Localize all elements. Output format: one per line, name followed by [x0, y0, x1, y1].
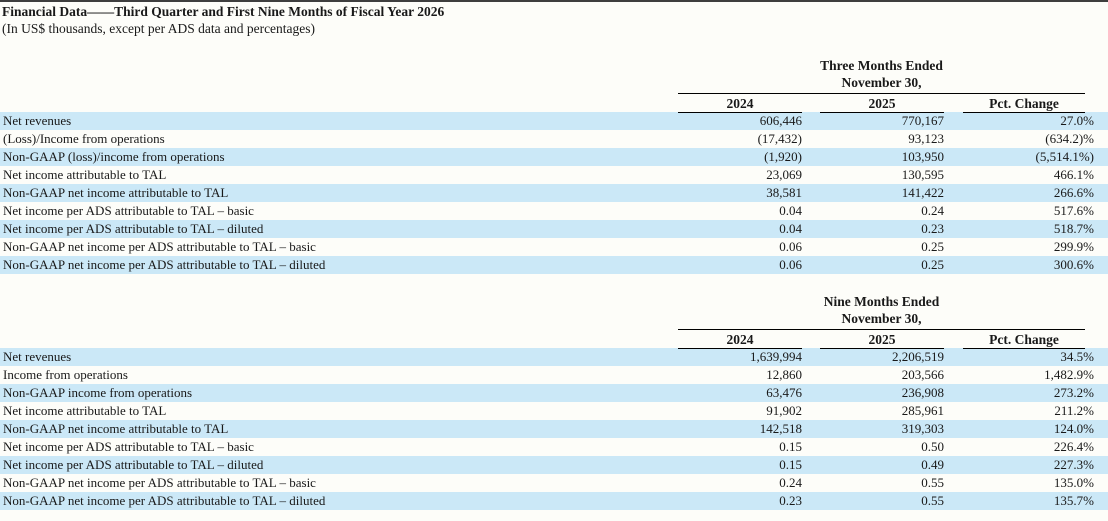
row-label: Net income per ADS attributable to TAL – diluted: [3, 221, 264, 236]
row-label: Non-GAAP income from operations: [3, 385, 193, 400]
row-label: Non-GAAP net income per ADS attributable to TAL – diluted: [3, 493, 326, 508]
value-2024: 0.04: [779, 203, 802, 218]
table-row: [0, 148, 1108, 166]
value-2024: 63,476: [766, 385, 802, 400]
column-header-pct-change: Pct. Change: [963, 331, 1085, 349]
nine-months-table: [0, 293, 1108, 510]
table-row: [0, 366, 1108, 384]
value-pct-change: 34.5%: [1060, 349, 1094, 364]
table-row: [0, 202, 1108, 220]
row-label: Non-GAAP net income per ADS attributable to TAL – diluted: [3, 257, 326, 272]
column-header-row: [0, 331, 1108, 348]
table-row: [0, 220, 1108, 238]
period-header-line2: November 30,: [678, 75, 1085, 94]
value-pct-change: 300.6%: [1053, 257, 1094, 272]
value-2025: 0.23: [921, 221, 944, 236]
value-2025: 285,961: [901, 403, 944, 418]
value-2025: 141,422: [901, 185, 944, 200]
value-2024: 0.23: [779, 493, 802, 508]
value-2025: 0.50: [921, 439, 944, 454]
value-2024: 0.24: [779, 475, 802, 490]
value-2024: 0.06: [779, 257, 802, 272]
column-header-pct-change: Pct. Change: [963, 95, 1085, 113]
row-label: Non-GAAP net income attributable to TAL: [3, 185, 229, 200]
column-header-2024: 2024: [678, 331, 802, 349]
value-pct-change: 227.3%: [1053, 457, 1094, 472]
value-2025: 93,123: [908, 131, 944, 146]
top-divider: [0, 0, 1108, 2]
table-row: [0, 130, 1108, 148]
table-row: [0, 184, 1108, 202]
row-label: Net revenues: [3, 113, 72, 128]
value-2025: 0.49: [921, 457, 944, 472]
three-months-rows: [0, 112, 1108, 274]
table-row: [0, 256, 1108, 274]
period-header-line1: Three Months Ended: [820, 58, 943, 73]
row-label: Non-GAAP net income per ADS attributable to TAL – basic: [3, 475, 316, 490]
value-2025: 0.55: [921, 493, 944, 508]
value-2024: 0.04: [779, 221, 802, 236]
value-pct-change: 273.2%: [1053, 385, 1094, 400]
page-subtitle: (In US$ thousands, except per ADS data and percentages): [2, 21, 316, 36]
value-pct-change: 226.4%: [1053, 439, 1094, 454]
value-2024: 38,581: [766, 185, 802, 200]
value-2025: 0.24: [921, 203, 944, 218]
value-2024: 142,518: [759, 421, 802, 436]
value-2025: 0.25: [921, 257, 944, 272]
column-header-2024: 2024: [678, 95, 802, 113]
value-pct-change: (634.2)%: [1045, 131, 1094, 146]
three-months-table: [0, 57, 1108, 274]
value-2025: 236,908: [901, 385, 944, 400]
value-2024: 12,860: [766, 367, 802, 382]
table-row: [0, 112, 1108, 130]
value-pct-change: 299.9%: [1053, 239, 1094, 254]
table-row: [0, 348, 1108, 366]
column-header-2025: 2025: [820, 95, 944, 113]
row-label: Net income attributable to TAL: [3, 403, 167, 418]
value-pct-change: (5,514.1%): [1035, 149, 1094, 164]
value-2024: 91,902: [766, 403, 802, 418]
value-2024: 23,069: [766, 167, 802, 182]
value-2024: 0.15: [779, 439, 802, 454]
value-2025: 770,167: [901, 113, 944, 128]
row-label: Net income per ADS attributable to TAL – basic: [3, 203, 254, 218]
value-pct-change: 124.0%: [1053, 421, 1094, 436]
nine-months-rows: [0, 348, 1108, 510]
value-pct-change: 135.7%: [1053, 493, 1094, 508]
row-label: Non-GAAP (loss)/income from operations: [3, 149, 225, 164]
table-row: [0, 492, 1108, 510]
value-2024: 606,446: [759, 113, 802, 128]
table-row: [0, 438, 1108, 456]
value-2025: 0.55: [921, 475, 944, 490]
table-row: [0, 474, 1108, 492]
period-header-line1: Nine Months Ended: [823, 294, 940, 309]
value-pct-change: 518.7%: [1053, 221, 1094, 236]
value-2024: (17,432): [757, 131, 802, 146]
value-2024: 0.06: [779, 239, 802, 254]
row-label: Non-GAAP net income per ADS attributable to TAL – basic: [3, 239, 316, 254]
table-row: [0, 402, 1108, 420]
value-pct-change: 27.0%: [1060, 113, 1094, 128]
value-2024: 0.15: [779, 457, 802, 472]
value-pct-change: 135.0%: [1053, 475, 1094, 490]
table-row: [0, 384, 1108, 402]
row-label: Net revenues: [3, 349, 72, 364]
row-label: Income from operations: [3, 367, 128, 382]
value-pct-change: 266.6%: [1053, 185, 1094, 200]
row-label: (Loss)/Income from operations: [3, 131, 165, 146]
value-2025: 2,206,519: [892, 349, 944, 364]
table-row: [0, 166, 1108, 184]
table-row: [0, 238, 1108, 256]
value-2025: 319,303: [901, 421, 944, 436]
table-row: [0, 420, 1108, 438]
value-2024: (1,920): [764, 149, 802, 164]
value-pct-change: 1,482.9%: [1044, 367, 1094, 382]
row-label: Net income attributable to TAL: [3, 167, 167, 182]
value-pct-change: 517.6%: [1053, 203, 1094, 218]
column-header-2025: 2025: [820, 331, 944, 349]
column-header-row: [0, 95, 1108, 112]
row-label: Net income per ADS attributable to TAL – diluted: [3, 457, 264, 472]
value-2025: 103,950: [901, 149, 944, 164]
value-pct-change: 211.2%: [1054, 403, 1094, 418]
period-header-line2: November 30,: [678, 311, 1085, 330]
value-2024: 1,639,994: [750, 349, 802, 364]
value-2025: 0.25: [921, 239, 944, 254]
value-2025: 203,566: [901, 367, 944, 382]
table-row: [0, 456, 1108, 474]
row-label: Non-GAAP net income attributable to TAL: [3, 421, 229, 436]
value-pct-change: 466.1%: [1053, 167, 1094, 182]
page-title: Financial Data——Third Quarter and First Nine Months of Fiscal Year 2026: [2, 4, 445, 19]
value-2025: 130,595: [901, 167, 944, 182]
row-label: Net income per ADS attributable to TAL – basic: [3, 439, 254, 454]
